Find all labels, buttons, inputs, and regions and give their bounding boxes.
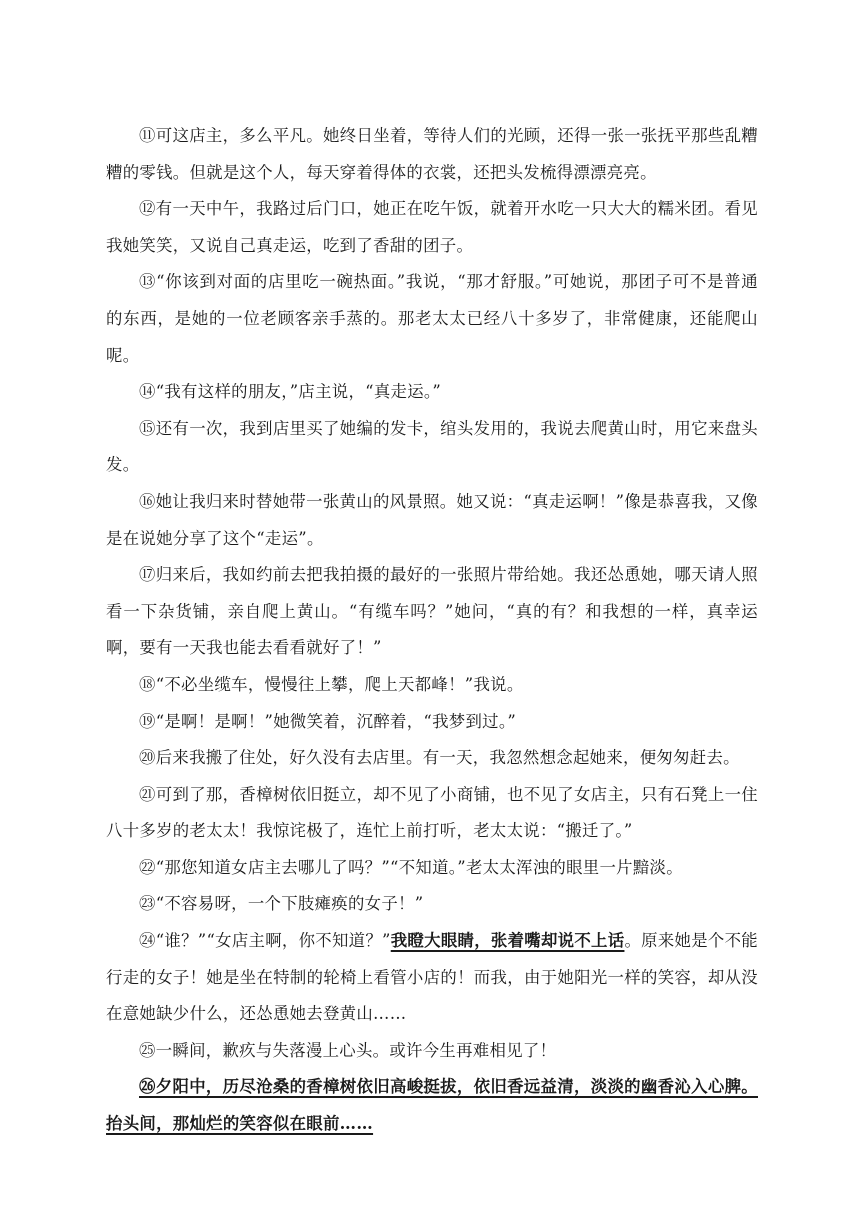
paragraph-text: ⑬“你该到对面的店里吃一碗热面。”我说，“那才舒服。”可她说，那团子可不是普通的东西，是她的一位老顾客亲手蒸的。那老太太已经八十多岁了，非常健康，还能爬山呢。	[106, 272, 758, 365]
paragraph-13	[106, 264, 758, 374]
paragraph-text: ⑮还有一次，我到店里买了她编的发卡，绾头发用的，我说去爬黄山时，用它来盘头发。	[106, 418, 758, 475]
paragraph-11	[106, 118, 758, 191]
emphasized-sentence: 我瞪大眼睛，张着嘴却说不上话	[390, 931, 625, 951]
paragraph-text: ⑫有一天中午，我路过后门口，她正在吃午饭，就着开水吃一只大大的糯米团。看见我她笑笑，又说自己真走运，吃到了香甜的团子。	[106, 199, 758, 255]
paragraph-text: ⑱“不必坐缆车，慢慢往上攀，爬上天都峰！”我说。	[139, 674, 524, 694]
paragraph-22	[106, 850, 758, 887]
paragraph-17	[106, 557, 758, 667]
paragraph-text: ㉓“不容易呀，一个下肢瘫痪的女子！”	[139, 894, 424, 914]
paragraph-12	[106, 191, 758, 264]
paragraph-text: ⑳后来我搬了住处，好久没有去店里。有一天，我忽然想念起她来，便匆匆赶去。	[139, 748, 740, 768]
paragraph-text: ⑰归来后，我如约前去把我拍摄的最好的一张照片带给她。我还怂恿她，哪天请人照看一下杂货铺，亲自爬上黄山。“有缆车吗？”她问，“真的有？和我想的一样，真幸运啊，要有一天我也能去看看就好了！”	[106, 565, 758, 658]
paragraph-19	[106, 704, 758, 741]
paragraph-16	[106, 484, 758, 557]
paragraph-24	[106, 923, 758, 1033]
paragraph-15	[106, 411, 758, 484]
paragraph-26	[106, 1069, 758, 1142]
paragraph-text: ⑭“我有这样的朋友，”店主说，“真走运。”	[139, 382, 442, 402]
paragraph-text: ㉑可到了那，香樟树依旧挺立，却不见了小商铺，也不见了女店主，只有石凳上一住八十多岁的老太太！我惊诧极了，连忙上前打听，老太太说：“搬迁了。”	[106, 784, 758, 841]
paragraph-text: ㉔“谁？”“女店主啊，你不知道？”	[139, 931, 391, 951]
story-text	[106, 118, 758, 1143]
paragraph-text: ㉕一瞬间，歉疚与失落漫上心头。或许今生再难相见了！	[139, 1040, 557, 1060]
paragraph-14	[106, 374, 758, 411]
paragraph-text: ⑲“是啊！是啊！”她微笑着，沉醉着，“我梦到过。”	[139, 711, 517, 731]
paragraph-23	[106, 886, 758, 923]
paragraph-text: 。原来她是个不能行走的女子！她是坐在特制的轮椅上看管小店的！而我，由于她阳光一样的笑容，却从没在意她缺少什么，还怂恿她去登黄山……	[106, 931, 758, 1024]
paragraph-18	[106, 667, 758, 704]
paragraph-text: ㉒“那您知道女店主去哪儿了吗？”“不知道。”老太太浑浊的眼里一片黯淡。	[139, 857, 683, 877]
paragraph-21	[106, 777, 758, 850]
paragraph-20	[106, 740, 758, 777]
emphasized-sentence: ㉖夕阳中，历尽沧桑的香樟树依旧高峻挺拔，依旧香远益清，淡淡的幽香沁入心脾。抬头间，那灿烂的笑容似在眼前……	[106, 1077, 758, 1134]
paragraph-text: ⑯她让我归来时替她带一张黄山的风景照。她又说：“真走运啊！”像是恭喜我，又像是在说她分享了这个“走运”。	[106, 491, 758, 548]
paragraph-text: ⑪可这店主，多么平凡。她终日坐着，等待人们的光顾，还得一张一张抚平那些乱糟糟的零钱。但就是这个人，每天穿着得体的衣裳，还把头发梳得漂漂亮亮。	[106, 126, 758, 182]
paragraph-25	[106, 1033, 758, 1070]
